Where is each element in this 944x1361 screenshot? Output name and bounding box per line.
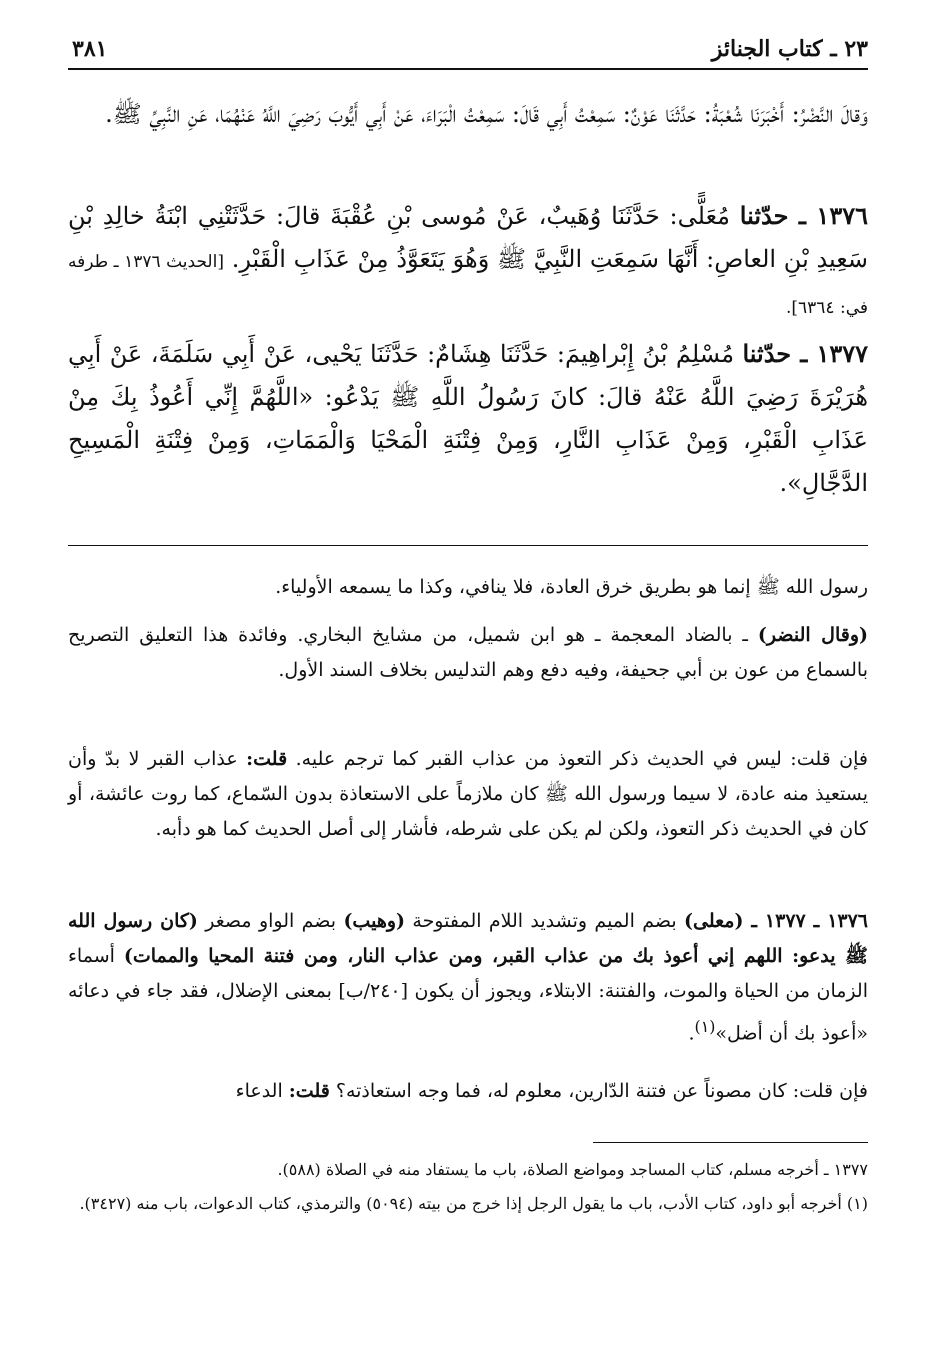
footnote-rule [593,1142,868,1143]
commentary-text: . [688,1022,695,1045]
hadith-body: وَقالَ النَّضْرُ: أَخْبَرَنَا شُعْبَةُ: حَدَّثَنَا عَوْنٌ: سَمِعْتُ أَبِي قَالَ: سَمِعْتُ الْبَرَاءَ، عَنْ أَبِي أَيُّوبَ رَضِيَ اللَّهُ عَنْهُمَا، عَنِ النَّبِيِّ ﷺ. [105,100,868,128]
commentary-text: ـ بالضاد المعجمة ـ هو ابن شميل، من مشايخ البخاري. وفائدة هذا التعليق التصريح بالسماع من عون بن أبي جحيفة، وفيه دفع وهم التدليس بخلاف السند الأول. [68,624,868,681]
commentary-answer-label: قلت: [246,748,288,770]
commentary-paragraph-2 [68,618,868,688]
commentary-text: فإن قلت: كان مصوناً عن فتنة الدّارين، معلوم له، فما وجه استعاذته؟ [329,1080,868,1102]
hadith-body: مُسْلِمُ بْنُ إِبْراهِيمَ: حَدَّثَنَا هِشَامٌ: حَدَّثَنَا يَحْيى، عَنْ أَبِي سَلَمَةَ، عَنْ أَبِي هُرَيْرَةَ رَضِيَ اللَّهُ عَنْهُ قالَ: كانَ رَسُولُ اللَّهِ ﷺ يَدْعُو: «اللَّهُمَّ إِنِّي أَعُوذُ بِكَ مِنْ عَذَابِ الْقَبْرِ، وَمِنْ عَذَابِ النَّارِ، وَمِنْ فِتْنَةِ الْمَحْيَا وَالْمَمَاتِ، وَمِنْ فِتْنَةِ الْمَسِيحِ الدَّجَّالِ». [68,340,868,497]
footnote-marker: (١) [694,1017,716,1036]
commentary-text: عذاب القبر لا بدّ وأن يستعيذ منه عادة، لا سيما ورسول الله ﷺ كان ملازماً على الاستعاذة بدون السّماع، كما روت عائشة، أو كان في الحديث ذكر التعوذ، ولكن لم يكن على شرطه، فأشار إلى أصل الحديث كما هو دأبه. [68,748,868,840]
commentary-heading: (وقال النضر) [757,624,868,646]
page-number: ٣٨١ [72,36,108,62]
commentary-heading: (كان رسول الله ﷺ يدعو: اللهم إني أعوذ بك من عذاب القبر، ومن عذاب النار، ومن فتنة المحيا والممات) [68,910,868,967]
commentary-paragraph-4 [68,904,868,1051]
commentary-paragraph-1 [68,570,868,605]
hadith-text-1377 [68,332,868,505]
page-header [68,34,868,72]
hadith-number-1376: ١٣٧٦ ـ حدّثنا [739,201,868,230]
chapter-title: ٢٣ ـ كتاب الجنائز [711,36,868,62]
footnote-1: (١) أخرجه أبو داود، كتاب الأدب، باب ما يقول الرجل إذا خرج من بيته (٥٠٩٤) والترمذي، كتاب الدعوات، باب منه (٣٤٢٧). [79,1194,868,1213]
commentary-paragraph-5 [68,1074,868,1109]
footnote-1377: ١٣٧٧ ـ أخرجه مسلم، كتاب المساجد ومواضع الصلاة، باب ما يستفاد منه في الصلاة (٥٨٨). [277,1160,868,1179]
commentary-text: بضم الواو مصغر [197,910,344,932]
hadith-text-1376 [68,194,868,330]
commentary-heading: (وهيب) [343,910,406,932]
commentary-text: فإن قلت: ليس في الحديث ذكر التعوذ من عذاب القبر كما ترجم عليه. [287,748,868,770]
commentary-text: رسول الله ﷺ إنما هو بطريق خرق العادة، فلا ينافي، وكذا ما يسمعه الأولياء. [275,576,868,598]
hadith-text-1 [68,92,868,136]
commentary-paragraph-3 [68,742,868,847]
commentary-heading: ١٣٧٦ ـ ١٣٧٧ ـ (معلى) [684,910,869,932]
hadith-reference: [الحديث ١٣٧٦ ـ طرفه في: ٦٣٦٤]. [68,252,868,318]
commentary-text: بضم الميم وتشديد اللام المفتوحة [405,910,684,932]
separator-rule [68,545,868,546]
header-rule [68,68,868,70]
commentary-text: الدعاء [235,1080,289,1102]
commentary-text: أسماء الزمان من الحياة والموت، والفتنة: الابتلاء، ويجوز أن يكون [٢٤٠/ب] بمعنى الإضلال، فقد جاء في دعائه «أعوذ بك أن أضل» [68,945,868,1045]
commentary-answer-label: قلت: [288,1080,330,1102]
hadith-body: مُعَلًّى: حَدَّثَنَا وُهَيبٌ، عَنْ مُوسى بْنِ عُقْبَةَ قالَ: حَدَّثَتْنِي ابْنَةُ خالِدِ بْنِ سَعِيدِ بْنِ العاصِ: أَنَّهَا سَمِعَتِ النَّبِيَّ ﷺ وَهُوَ يَتَعَوَّذُ مِنْ عَذَابِ الْقَبْرِ. [68,202,868,273]
hadith-number-1377: ١٣٧٧ ـ حدّثنا [742,339,868,368]
